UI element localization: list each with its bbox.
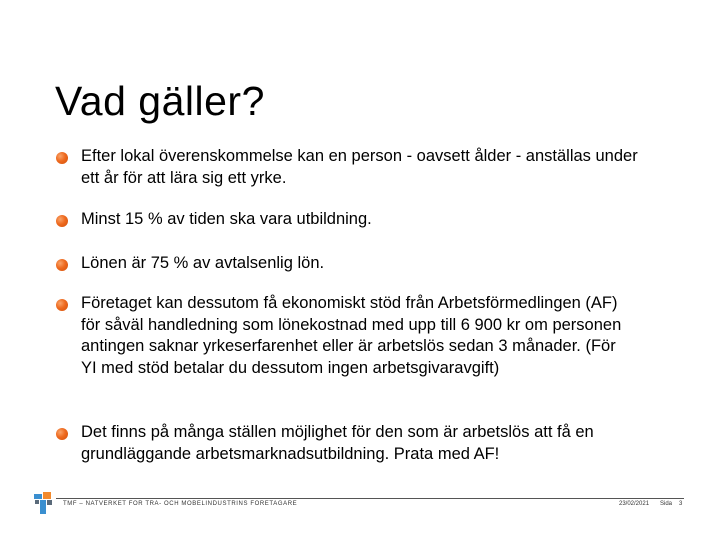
bullet-text: Efter lokal överenskommelse kan en person - oavsett ålder - anställas under ett år för att lära sig ett yrke.: [81, 147, 638, 187]
footer-organization: TMF – NATVERKET FOR TRA- OCH MOBELINDUSTRINS FORETAGARE: [63, 501, 298, 507]
bullet-text: Minst 15 % av tiden ska vara utbildning.: [81, 210, 372, 228]
slide-title: Vad gäller?: [55, 78, 265, 124]
bullet-dot-icon: [56, 428, 68, 440]
bullet-text: Det finns på många ställen möjlighet för den som är arbetslös att få en grundläggande arbetsmarknadsutbildning. Prata med AF!: [81, 423, 594, 463]
bullet-text: Företaget kan dessutom få ekonomiskt stöd från Arbetsförmedlingen (AF) för såväl handledning som lönekostnad med upp till 6 900 kr om personen antingen saknar yrkeserfarenhet eller är arbetslös sedan 3 månader. (För YI med stöd betalar du dessutom ingen arbetsgivaravgift): [81, 294, 622, 377]
footer-divider: [56, 498, 684, 499]
footer-page-label: Sida: [660, 501, 673, 507]
bullet-dot-icon: [56, 299, 68, 311]
bullet-dot-icon: [56, 259, 68, 271]
bullet-dot-icon: [56, 152, 68, 164]
tmf-logo-icon: [34, 492, 54, 514]
footer-date: 23/02/2021: [619, 501, 650, 507]
bullet-text: Lönen är 75 % av avtalsenlig lön.: [81, 254, 325, 272]
footer-page-number: 3: [679, 501, 683, 507]
bullet-dot-icon: [56, 215, 68, 227]
